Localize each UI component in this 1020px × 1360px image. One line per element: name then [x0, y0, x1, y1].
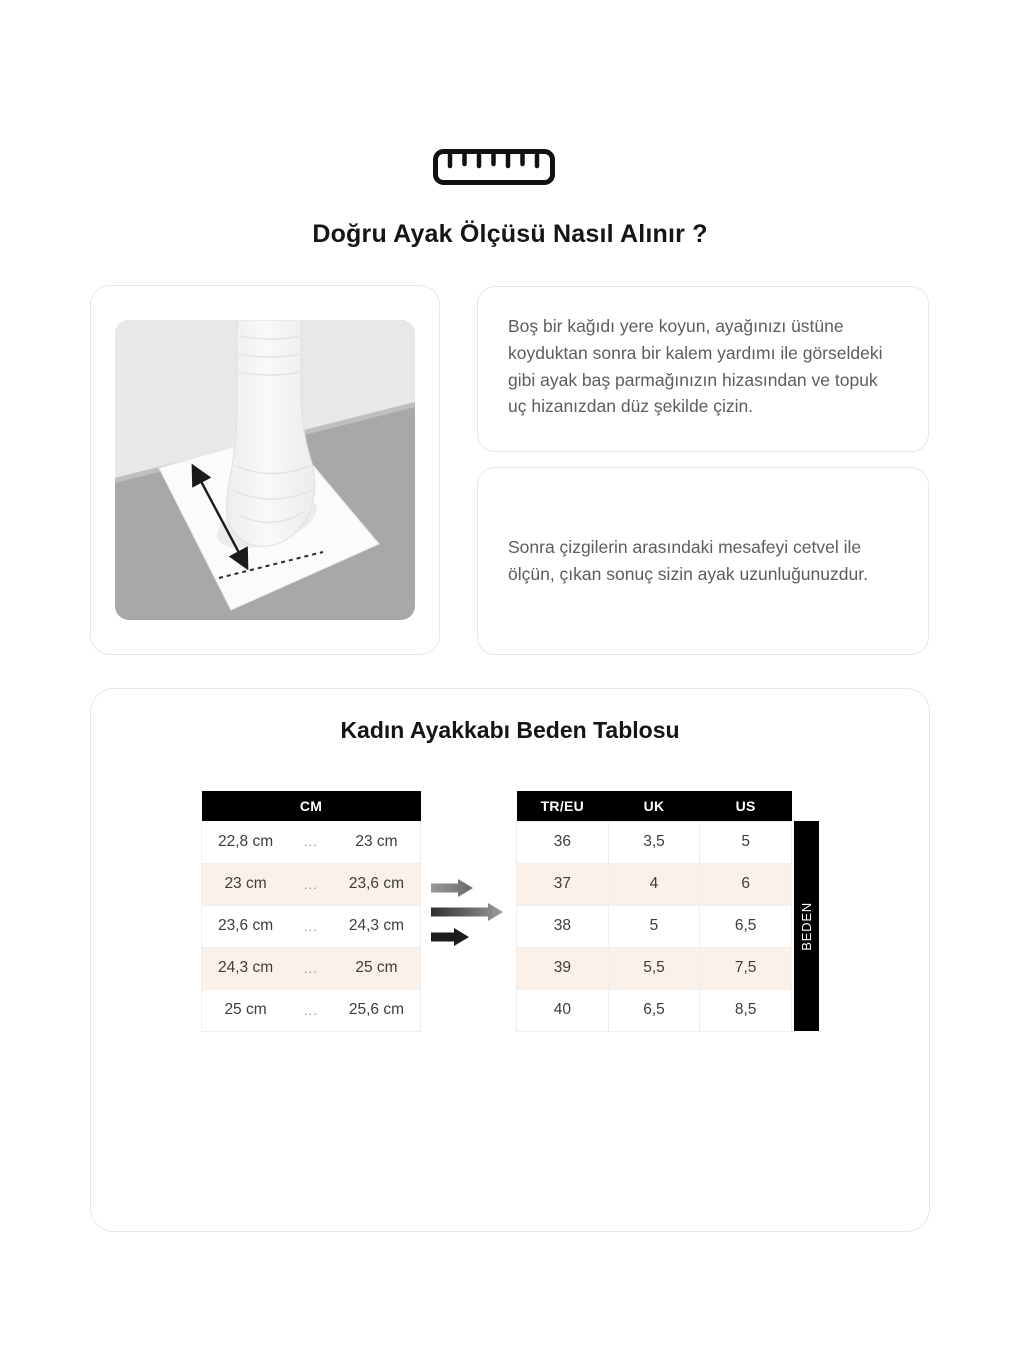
table-row: 24,3 cm ... 25 cm — [202, 947, 421, 989]
table-row: 37 4 6 — [517, 863, 792, 905]
size-chart-title: Kadın Ayakkabı Beden Tablosu — [340, 717, 680, 743]
foot-photo-card — [90, 285, 440, 655]
arrows-right-icon — [431, 879, 507, 951]
col-header-us: US — [700, 791, 792, 821]
col-header-uk: UK — [608, 791, 700, 821]
table-row: 40 6,5 8,5 — [517, 989, 792, 1031]
table-row: 38 5 6,5 — [517, 905, 792, 947]
ruler-icon — [433, 149, 555, 185]
instruction-step-2-card — [477, 467, 929, 655]
col-header-tr-eu: TR/EU — [517, 791, 609, 821]
size-conversion-table — [516, 791, 792, 1032]
instruction-step-2-text: Sonra çizgilerin arasındaki mesafeyi cetvel ile ölçün, çıkan sonuç sizin ayak uzunluğunuzdur. — [508, 537, 868, 584]
cm-range-table — [201, 791, 421, 1032]
cm-table-header: CM — [202, 791, 421, 821]
foot-measurement-photo — [115, 320, 415, 620]
page-title: Doğru Ayak Ölçüsü Nasıl Alınır ? — [312, 220, 708, 248]
size-chart-card — [90, 688, 930, 1232]
table-row: 22,8 cm ... 23 cm — [202, 821, 421, 863]
beden-side-label: BEDEN — [794, 821, 819, 1031]
table-row: 23,6 cm ... 24,3 cm — [202, 905, 421, 947]
table-row: 25 cm ... 25,6 cm — [202, 989, 421, 1031]
table-row: 36 3,5 5 — [517, 821, 792, 863]
table-row: 39 5,5 7,5 — [517, 947, 792, 989]
table-row: 23 cm ... 23,6 cm — [202, 863, 421, 905]
instruction-step-1-text: Boş bir kağıdı yere koyun, ayağınızı üstüne koyduktan sonra bir kalem yardımı ile görseldeki gibi ayak baş parmağınızın hizasından ve topuk uç hizanızdan düz şekilde çizin. — [508, 316, 883, 417]
instruction-step-1-card — [477, 286, 929, 452]
